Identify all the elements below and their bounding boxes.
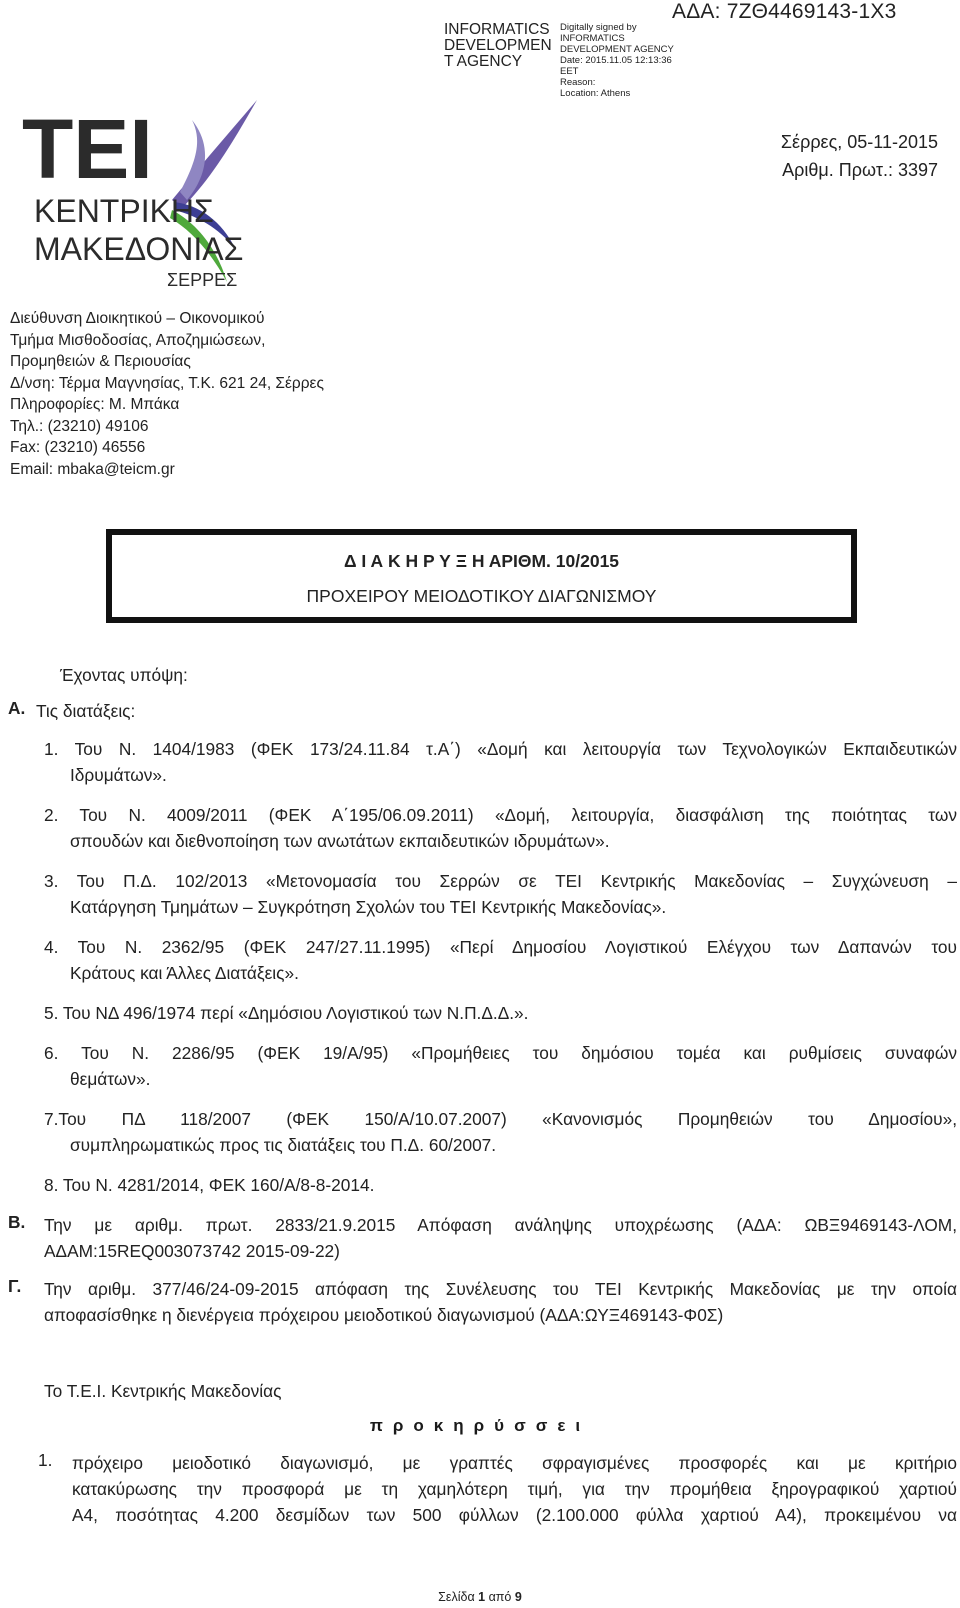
list-item-line: 3. Του Π.Δ. 102/2013 «Μετονομασία του Σερρών σε ΤΕΙ Κεντρικής Μακεδονίας – Συγχώνευση – — [44, 871, 957, 891]
date-protocol-block — [781, 128, 938, 184]
list-item-line: 1. Του Ν. 1404/1983 (ΦΕΚ 173/24.11.84 τ.Α΄) «Δομή και λειτουργία των Τεχνολογικών Εκπαιδευτικών — [44, 739, 957, 759]
list-item-line: Κράτους και Άλλες Διατάξεις». — [70, 963, 299, 983]
sender-address-block — [10, 308, 324, 480]
footer-page-number: 1 — [478, 1590, 486, 1604]
address-line: Τμήμα Μισθοδοσίας, Αποζημιώσεων, — [10, 331, 266, 349]
signature-detail-line: DEVELOPMENT AGENCY — [560, 44, 674, 55]
signature-org-line: INFORMATICS — [444, 21, 550, 38]
signature-detail-line: EET — [560, 66, 579, 77]
list-item-line: 2. Του Ν. 4009/2011 (ΦΕΚ Α΄195/06.09.2011) «Δομή, λειτουργία, διασφάλιση της ποιότητας των — [44, 805, 957, 825]
list-item — [44, 1000, 957, 1026]
section-c-line: αποφασίσθηκε η διενέργεια πρόχειρου μειοδοτικού διαγωνισμού (ΑΔΑ:ΩΥΞ469143-Φ0Σ) — [44, 1305, 724, 1325]
section-c-text — [44, 1276, 957, 1328]
footer-prefix: Σελίδα — [438, 1590, 479, 1604]
signature-details — [560, 22, 674, 99]
signature-detail-line: INFORMATICS — [560, 33, 625, 44]
section-b-text — [44, 1212, 957, 1264]
date-line: Σέρρες, 05-11-2015 — [780, 132, 938, 152]
list-item-line: 4. Του Ν. 2362/95 (ΦΕΚ 247/27.11.1995) «Περί Δημοσίου Λογιστικού Ελέγχου των Δαπανών του — [44, 937, 957, 957]
section-b-line: Την με αριθμ. πρωτ. 2833/21.9.2015 Απόφαση ανάληψης υποχρέωσης (ΑΔΑ: ΩΒΞ9469143-ΛΟΜ, — [44, 1215, 957, 1235]
list-item-line: θεμάτων». — [70, 1069, 151, 1089]
list-item-line: 7.Του ΠΔ 118/2007 (ΦΕΚ 150/Α/10.07.2007) «Κανονισμός Προμηθειών του Δημοσίου», — [44, 1109, 957, 1129]
signature-org-line: DEVELOPMEN — [444, 37, 552, 54]
address-line: Δ/νση: Τέρμα Μαγνησίας, Τ.Κ. 621 24, Σέρρες — [10, 374, 324, 392]
logo-text-serres: ΣΕΡΡΕΣ — [167, 270, 238, 290]
document-subtitle: ΠΡΟΧΕΙΡΟΥ ΜΕΙΟΔΟΤΙΚΟΥ ΔΙΑΓΩΝΙΣΜΟΥ — [306, 586, 657, 606]
logo-text-kentrikis: ΚΕΝΤΡΙΚΗΣ — [34, 193, 214, 229]
tei-logo-graphic — [22, 100, 272, 290]
list-item-line: 6. Του Ν. 2286/95 (ΦΕΚ 19/Α/95) «Προμήθειες του δημόσιου τομέα και ρυθμίσεις συναφών — [44, 1043, 957, 1063]
intro-text: Έχοντας υπόψη: — [60, 665, 188, 685]
section-letter-a: Α. — [8, 698, 26, 718]
signature-detail-line: Location: Athens — [560, 88, 631, 99]
signature-detail-line: Date: 2015.11.05 12:13:36 — [560, 55, 672, 66]
address-line: Προμηθειών & Περιουσίας — [10, 353, 191, 370]
section-a-text: Τις διατάξεις: — [36, 701, 136, 721]
list-item — [44, 1040, 957, 1092]
list-item — [44, 1172, 957, 1198]
list-item — [44, 736, 957, 788]
address-line: Διεύθυνση Διοικητικού – Οικονομικού — [10, 310, 265, 327]
footer-total-pages: 9 — [514, 1590, 522, 1604]
logo-text-tei: ΤΕΙ — [22, 102, 153, 196]
list-item — [44, 1106, 957, 1158]
section-letter-b: Β. — [8, 1212, 26, 1232]
issuer-line: Το Τ.Ε.Ι. Κεντρικής Μακεδονίας — [44, 1381, 282, 1401]
paragraph-line: πρόχειρο μειοδοτικό διαγωνισμό, με γραπτές σφραγισμένες προσφορές και με κριτήριο — [72, 1453, 957, 1473]
proclaims-heading: προκηρύσσει — [369, 1416, 591, 1435]
paragraph-line: κατακύρωσης την προσφορά με τη χαμηλότερη τιμή, για την προμήθεια ξηρογραφικού χαρτιού — [72, 1479, 957, 1499]
signature-organization — [444, 22, 552, 70]
section-letter-c: Γ. — [8, 1276, 22, 1296]
section-b-line: ΑΔΑΜ:15REQ003073742 2015-09-22) — [44, 1241, 340, 1261]
footer-mid: από — [485, 1590, 515, 1604]
address-line: Πληροφορίες: Μ. Μπάκα — [10, 396, 180, 413]
list-item-line: συμπληρωματικώς προς τις διατάξεις του Π.Δ. 60/2007. — [70, 1135, 497, 1155]
title-frame — [106, 529, 857, 623]
paragraph-number: 1. — [38, 1450, 53, 1470]
list-item — [44, 934, 957, 986]
list-item-line: Κατάργηση Τμημάτων – Συγκρότηση Σχολών του ΤΕΙ Κεντρικής Μακεδονίας». — [70, 897, 667, 917]
page-footer — [0, 1590, 960, 1604]
list-item-line: σπουδών και διεθνοποίηση των ανωτάτων εκπαιδευτικών ιδρυμάτων». — [70, 831, 610, 851]
logo-text-makedonias: ΜΑΚΕΔΟΝΙΑΣ — [34, 231, 244, 267]
paragraph-line: Α4, ποσότητας 4.200 δεσμίδων των 500 φύλλων (2.100.000 φύλλα χαρτιού Α4), προκειμένου να — [72, 1505, 957, 1525]
list-item-line: 8. Του Ν. 4281/2014, ΦΕΚ 160/Α/8-8-2014. — [44, 1175, 375, 1195]
section-c-line: Την αριθμ. 377/46/24-09-2015 απόφαση της Συνέλευσης του ΤΕΙ Κεντρικής Μακεδονίας με την οποία — [44, 1279, 957, 1299]
list-item — [44, 802, 957, 854]
signature-detail-line: Reason: — [560, 77, 596, 88]
protocol-line: Αριθμ. Πρωτ.: 3397 — [782, 160, 938, 180]
address-line: Fax: (23210) 46556 — [10, 439, 146, 456]
address-line: Τηλ.: (23210) 49106 — [10, 417, 149, 435]
list-item-line: 5. Του ΝΔ 496/1974 περί «Δημόσιου Λογιστικού των Ν.Π.Δ.Δ.». — [44, 1003, 529, 1023]
list-item — [44, 868, 957, 920]
ada-code: ΑΔΑ: 7ΖΘ4469143-1Χ3 — [672, 0, 897, 23]
paragraph-1 — [72, 1450, 957, 1528]
signature-org-line: T AGENCY — [444, 53, 523, 70]
tei-logo — [22, 100, 272, 290]
address-line: Email: mbaka@teicm.gr — [10, 460, 175, 478]
document-title: Δ Ι Α Κ Η Ρ Υ Ξ Η ΑΡΙΘΜ. 10/2015 — [343, 551, 620, 571]
list-item-line: Ιδρυμάτων». — [70, 765, 167, 785]
signature-detail-line: Digitally signed by — [560, 22, 637, 33]
